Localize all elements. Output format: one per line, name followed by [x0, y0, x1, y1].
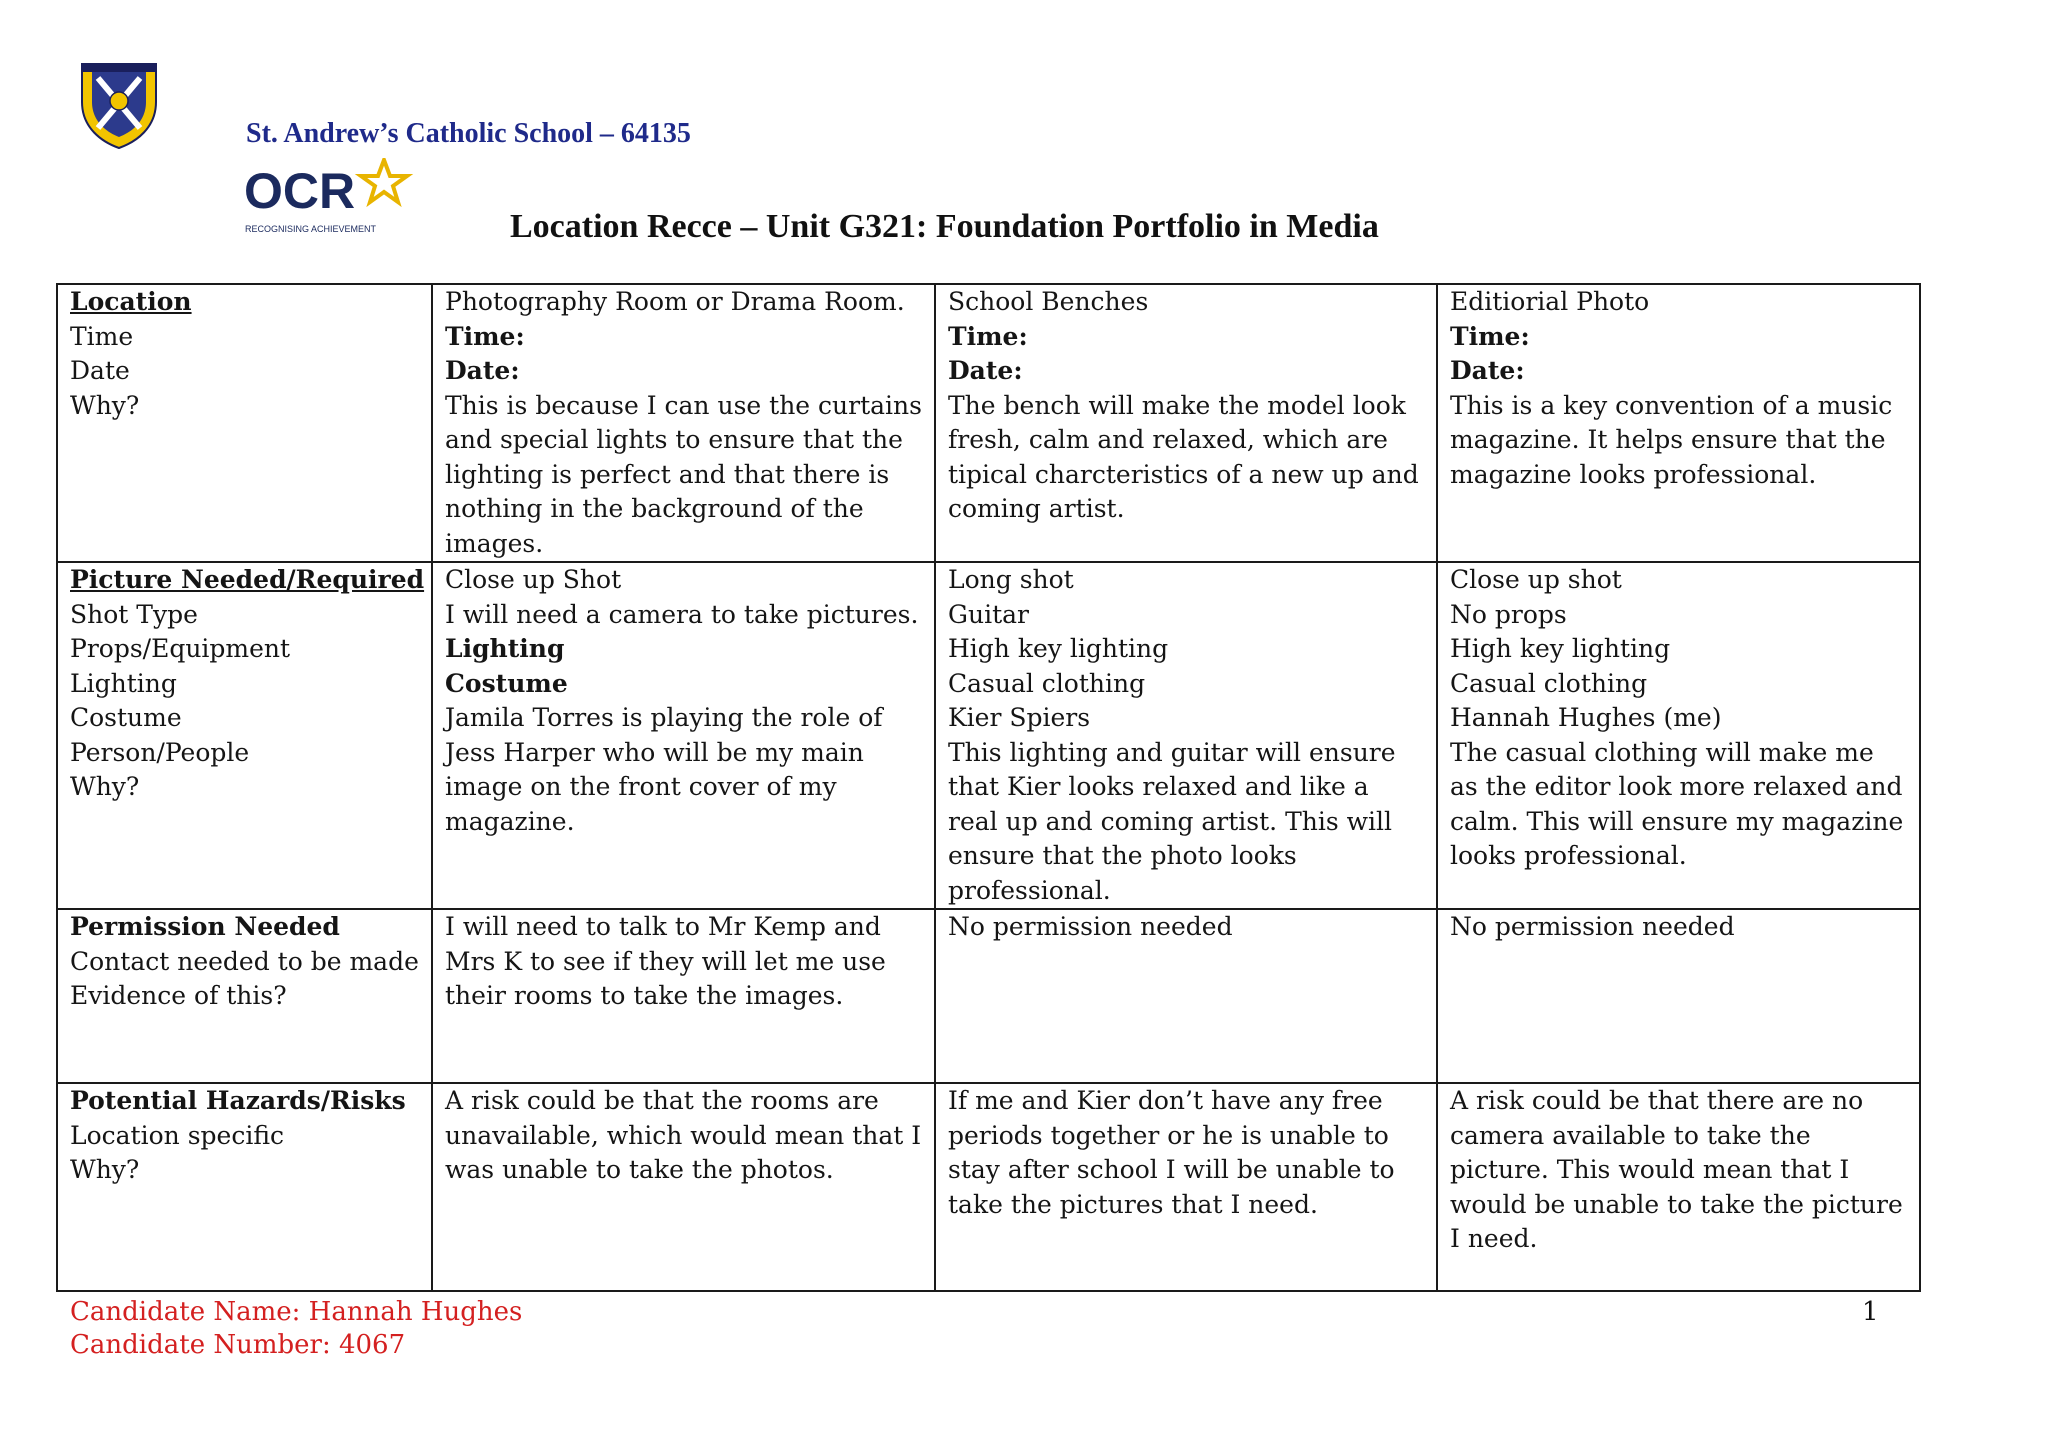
table-cell: [935, 284, 1437, 562]
row-label-location: [57, 284, 432, 562]
row-label-line: Props/Equipment: [70, 634, 291, 663]
ocr-logo-text: OCR: [244, 163, 356, 219]
table-row-hazards: [57, 1083, 1920, 1291]
props: I will need a camera to take pictures.: [445, 599, 919, 629]
costume: Casual clothing: [948, 668, 1146, 698]
table-row-location: [57, 284, 1920, 562]
why-text: The bench will make the model look fresh, calm and relaxed, which are tipical charcteristics of a new up and coming artist.: [948, 390, 1419, 523]
table-cell: [432, 1083, 935, 1291]
lighting: Lighting: [445, 634, 565, 663]
row-label-line: Time: [70, 321, 134, 351]
why-text: This is because I can use the curtains and special lights to ensure that the lighting is perfect and that there is nothing in the background of the images.: [445, 390, 922, 558]
candidate-number: Candidate Number: 4067: [70, 1330, 406, 1360]
table-cell: [1437, 909, 1920, 1083]
ocr-star-icon: [361, 160, 407, 202]
time-label: Time:: [948, 321, 1028, 351]
table-cell: [432, 909, 935, 1083]
row-label-hazards: [57, 1083, 432, 1291]
ocr-tagline: RECOGNISING ACHIEVEMENT: [245, 224, 377, 234]
ocr-logo: [244, 158, 414, 236]
time-label: Time:: [1450, 321, 1530, 351]
location-name: Photography Room or Drama Room.: [445, 287, 905, 316]
row-heading: Location: [70, 287, 192, 316]
table-cell: [1437, 284, 1920, 562]
props: No props: [1450, 599, 1567, 629]
permission-text: I will need to talk to Mr Kemp and Mrs K to see if they will let me use their rooms to take the images.: [445, 912, 886, 1010]
shot-type: Long shot: [948, 565, 1074, 594]
hazard-text: A risk could be that the rooms are unavailable, which would mean that I was unable to take the photos.: [445, 1086, 922, 1184]
candidate-name: Candidate Name: Hannah Hughes: [70, 1297, 523, 1327]
permission-text: No permission needed: [948, 912, 1233, 941]
table-cell: [432, 562, 935, 909]
props: Guitar: [948, 599, 1029, 629]
table-cell: [432, 284, 935, 562]
time-label: Time:: [445, 321, 525, 351]
lighting: High key lighting: [948, 634, 1169, 663]
row-label-line: Shot Type: [70, 599, 198, 629]
row-label-line: Contact needed to be made: [70, 946, 419, 976]
table-row-picture-needed: [57, 562, 1920, 909]
school-crest-icon: [78, 58, 160, 150]
row-label-line: Person/People: [70, 737, 250, 767]
row-label-line: Why?: [70, 390, 140, 420]
table-cell: [1437, 1083, 1920, 1291]
date-label: Date:: [948, 356, 1023, 385]
page-title: Location Recce – Unit G321: Foundation Portfolio in Media: [510, 208, 1379, 245]
row-label-line: Why?: [70, 772, 140, 801]
costume: Costume: [445, 668, 568, 698]
table-row-permission: [57, 909, 1920, 1083]
row-heading: Permission Needed: [70, 912, 340, 941]
row-label-picture-needed: [57, 562, 432, 909]
row-heading: Picture Needed/Required: [70, 565, 425, 594]
lighting: High key lighting: [1450, 634, 1671, 663]
row-label-line: Why?: [70, 1155, 140, 1184]
table-cell: [935, 1083, 1437, 1291]
page-number: 1: [1862, 1297, 1879, 1327]
row-label-line: Costume: [70, 703, 182, 732]
date-label: Date:: [1450, 356, 1525, 385]
hazard-text: If me and Kier don’t have any free periods together or he is unable to stay after school I will be unable to take the pictures that I need.: [948, 1086, 1395, 1219]
table-cell: [935, 909, 1437, 1083]
why-text: This is a key convention of a music magazine. It helps ensure that the magazine looks professional.: [1450, 390, 1893, 489]
person: Hannah Hughes (me): [1450, 703, 1722, 732]
school-name: St. Andrew’s Catholic School – 64135: [246, 118, 691, 149]
location-name: Editiorial Photo: [1450, 287, 1650, 316]
location-name: School Benches: [948, 287, 1149, 316]
why-text: This lighting and guitar will ensure that Kier looks relaxed and like a real up and coming artist. This will ensure that the photo looks professional.: [948, 737, 1396, 905]
permission-text: No permission needed: [1450, 912, 1735, 941]
shot-type: Close up Shot: [445, 565, 622, 594]
row-label-line: Lighting: [70, 668, 177, 698]
table-cell: [1437, 562, 1920, 909]
location-recce-table: [56, 283, 1921, 1292]
row-label-line: Location specific: [70, 1120, 285, 1150]
why-text: The casual clothing will make me as the editor look more relaxed and calm. This will ensure my magazine looks professional.: [1450, 737, 1904, 870]
date-label: Date:: [445, 356, 520, 385]
hazard-text: A risk could be that there are no camera available to take the picture. This would mean that I would be unable to take the picture I need.: [1450, 1086, 1903, 1253]
table-cell: [935, 562, 1437, 909]
person: Kier Spiers: [948, 703, 1091, 732]
row-label-permission: [57, 909, 432, 1083]
row-heading: Potential Hazards/Risks: [70, 1086, 406, 1115]
row-label-line: Evidence of this?: [70, 981, 287, 1010]
row-label-line: Date: [70, 356, 130, 385]
why-text: Jamila Torres is playing the role of Jess Harper who will be my main image on the front cover of my magazine.: [445, 703, 883, 836]
shot-type: Close up shot: [1450, 565, 1622, 594]
costume: Casual clothing: [1450, 668, 1648, 698]
